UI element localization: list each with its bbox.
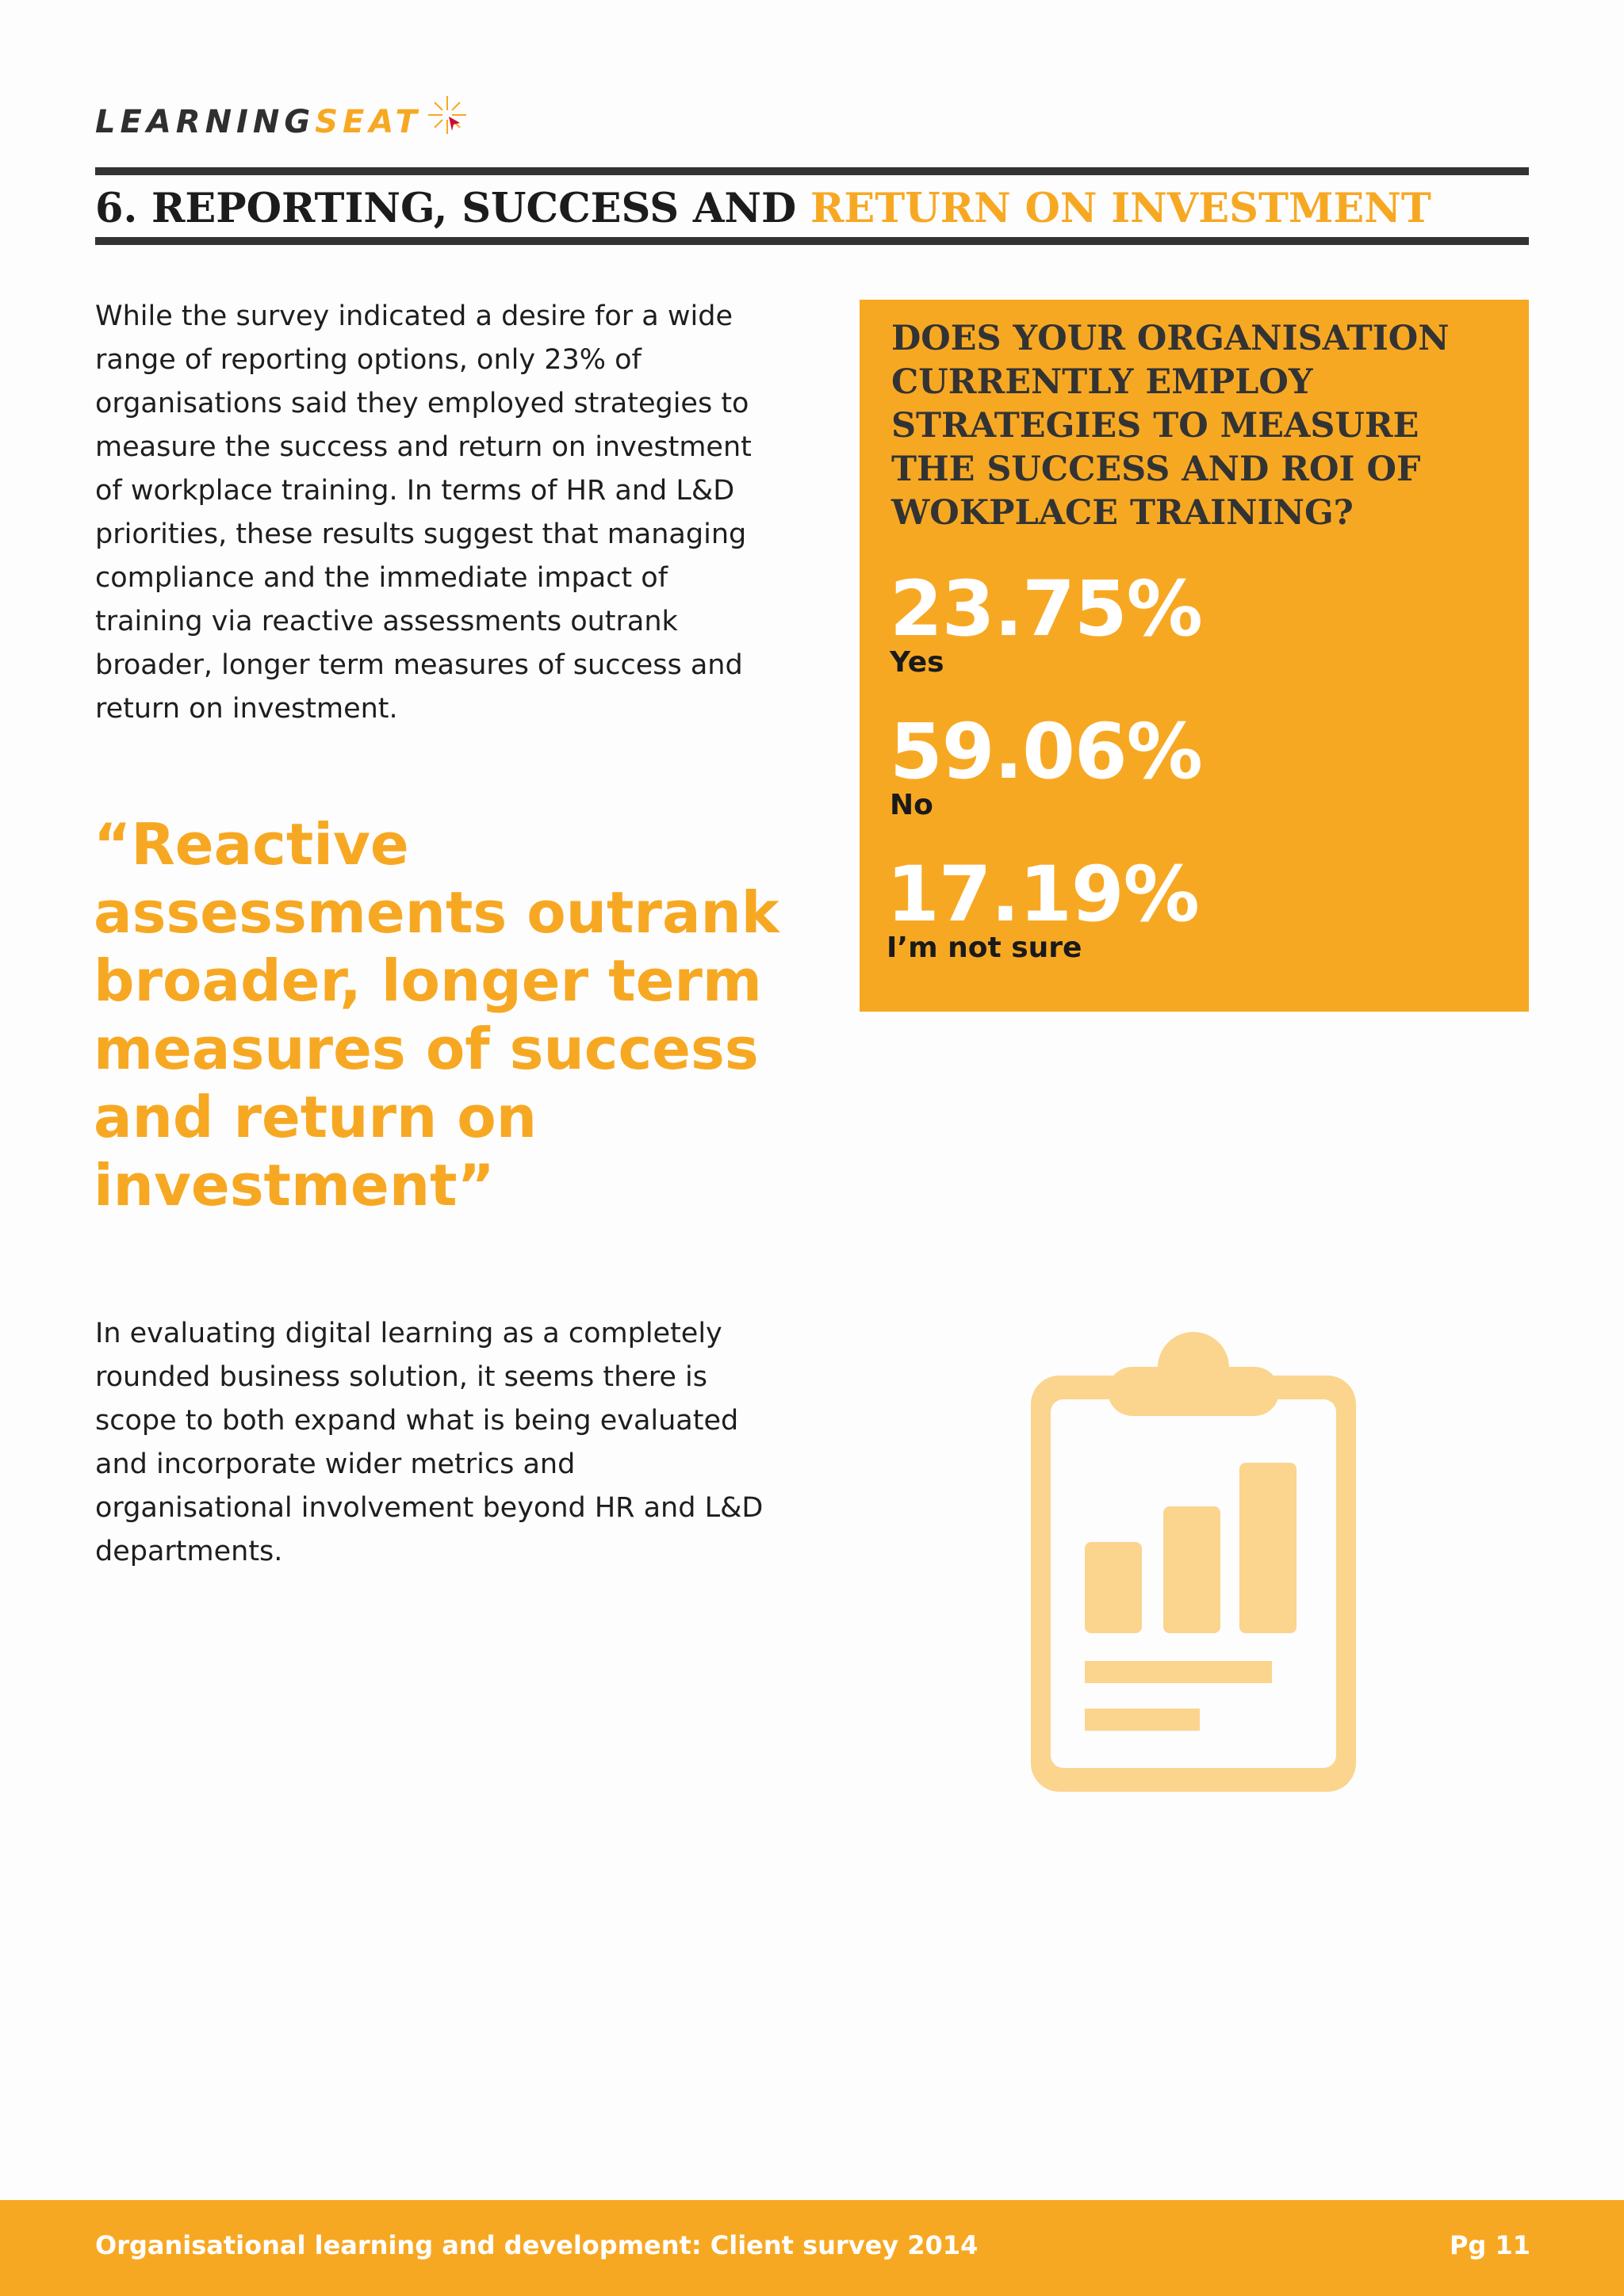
logo-text [95, 106, 422, 138]
survey-stat-box [860, 300, 1529, 1012]
title-rule-top [95, 167, 1529, 175]
stat-value: 59.06% [890, 707, 1202, 796]
title-rule-bottom [95, 237, 1529, 245]
stat-value: 23.75% [890, 564, 1202, 653]
logo-text-seat: SEAT [315, 104, 422, 140]
stat-label: I’m not sure [887, 932, 1082, 964]
stat-not-sure [887, 850, 1199, 966]
compass-star-icon [425, 93, 469, 137]
stat-label: Yes [890, 646, 944, 679]
stat-value: 17.19% [887, 850, 1199, 939]
clipboard-chart-icon [1023, 1332, 1364, 1800]
page-number: Pg 11 [1449, 2230, 1530, 2260]
stat-yes [890, 564, 1202, 680]
pull-quote: “Reactive assessments outrank broader, longer term measures of success and return on investment” [94, 811, 779, 1219]
stat-no [890, 707, 1202, 823]
survey-question: DOES YOUR ORGANISATION CURRENTLY EMPLOY STRATEGIES TO MEASURE THE SUCCESS AND ROI OF WOKPLACE TRAINING? [891, 319, 1450, 533]
footer-title: Organisational learning and development: Client survey 2014 [95, 2230, 979, 2260]
conclusion-paragraph: In evaluating digital learning as a completely rounded business solution, it seems there is scope to both expand what is being evaluated and incorporate wider metrics and organisational involvement beyond HR and L&D departments. [95, 1318, 764, 1567]
stat-label: No [890, 789, 933, 821]
page-title-accent: RETURN ON INVESTMENT [810, 185, 1431, 232]
footer [0, 2200, 1624, 2296]
page-title [95, 181, 1529, 236]
page-title-main: 6. REPORTING, SUCCESS AND [95, 185, 811, 232]
logo-text-learning: LEARNING [95, 104, 316, 140]
intro-paragraph: While the survey indicated a desire for a wide range of reporting options, only 23% of organisations said they employed strategies to measure the success and return on investment of workplace training. In terms of HR and L&D priorities, these results suggest that managing compliance and the immediate impact of training via reactive assessments outrank broader, longer term measures of success and return on investment. [95, 300, 752, 725]
logo [95, 98, 469, 146]
